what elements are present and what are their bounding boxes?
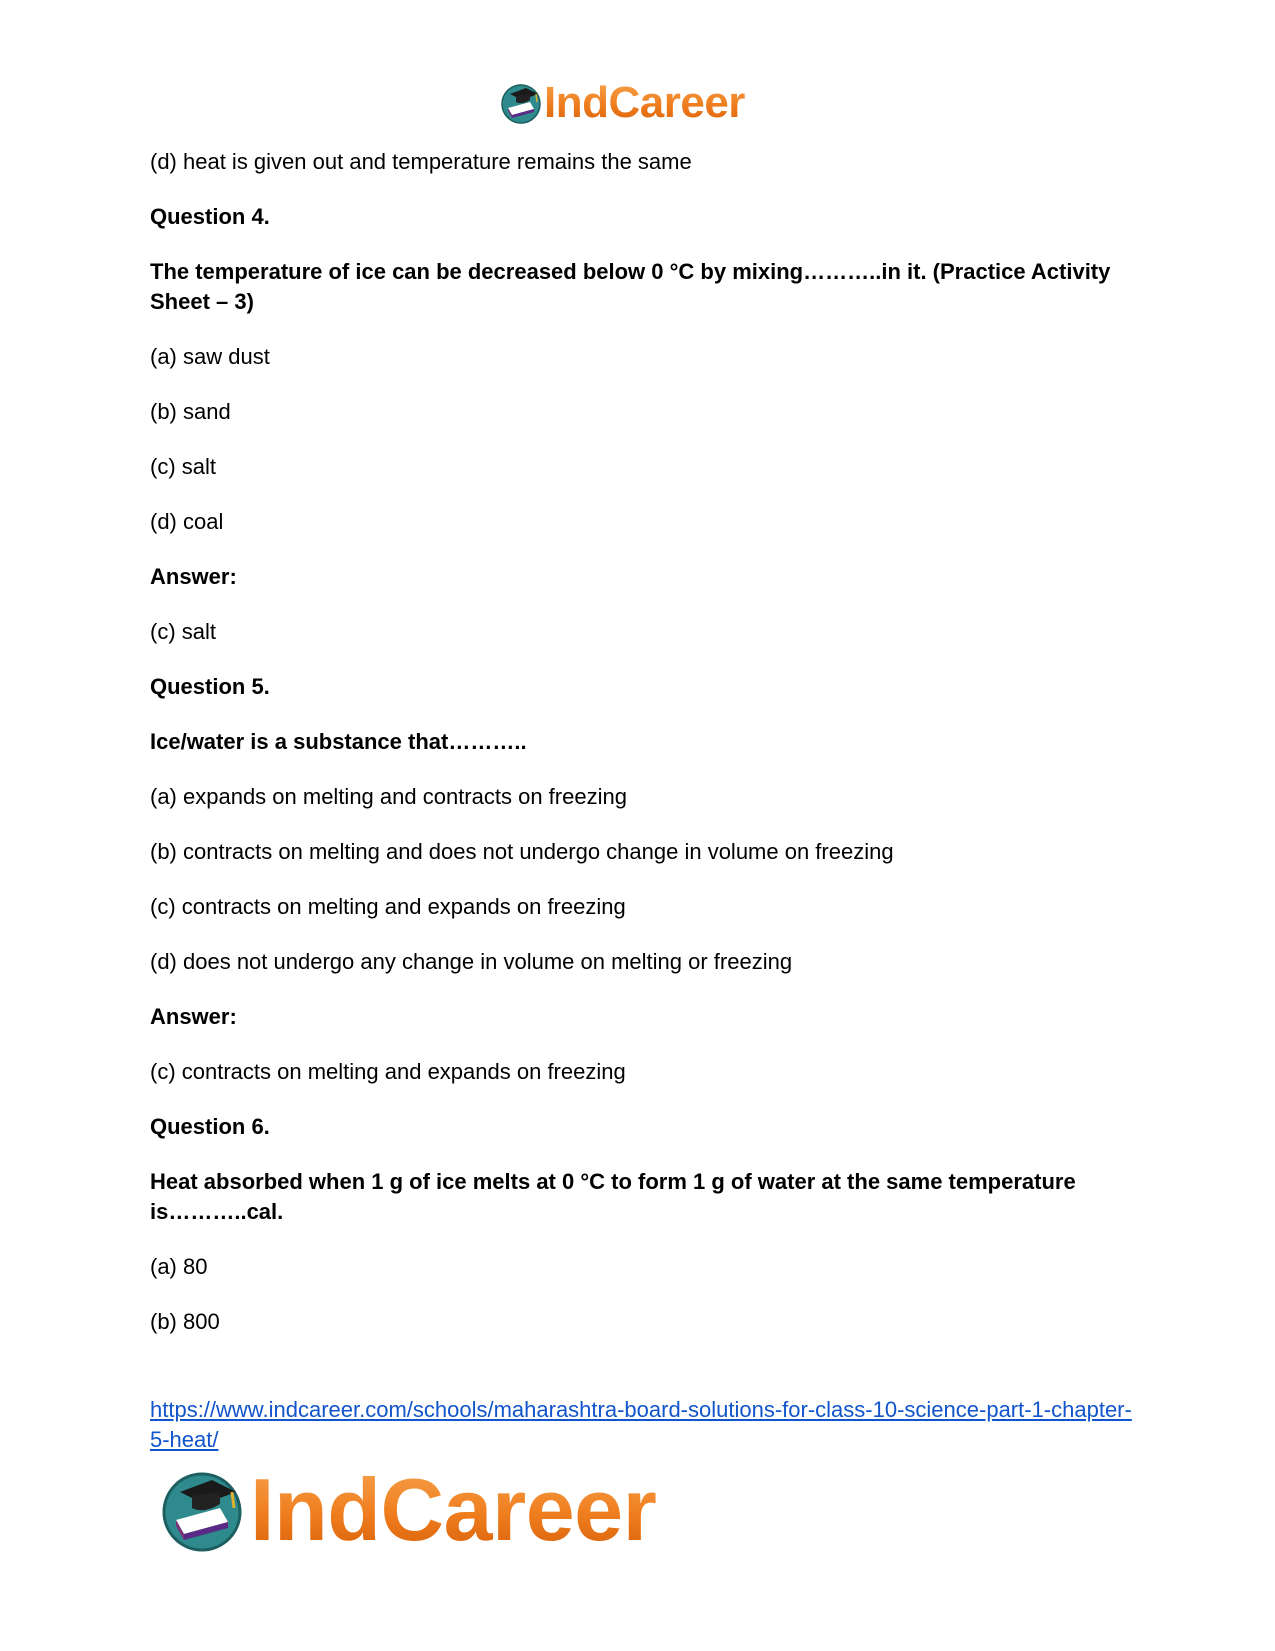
header-logo-text: IndCareer: [544, 78, 745, 127]
document-body: [150, 147, 1140, 1362]
answer-option-line: (c) contracts on melting and expands on freezing: [150, 1059, 626, 1084]
answer-option-line: (d) heat is given out and temperature remains the same: [150, 149, 692, 174]
answer-option-line: (c) salt: [150, 454, 216, 479]
question-text-line: The temperature of ice can be decreased below 0 °C by mixing………..in it. (Practice Activity Sheet – 3): [150, 259, 1111, 314]
answer-option-line: (c) salt: [150, 619, 216, 644]
answer-option-line: (c) contracts on melting and expands on freezing: [150, 894, 626, 919]
graduation-book-icon: [500, 82, 542, 124]
question-text-line: Ice/water is a substance that………..: [150, 729, 527, 754]
question-text-line: Question 4.: [150, 204, 270, 229]
answer-option-line: (d) does not undergo any change in volume on melting or freezing: [150, 949, 793, 974]
header-logo: [500, 78, 745, 128]
question-text-line: Heat absorbed when 1 g of ice melts at 0 °C to form 1 g of water at the same temperature is………..cal.: [150, 1169, 1076, 1224]
question-text-line: Question 5.: [150, 674, 270, 699]
answer-option-line: (a) saw dust: [150, 344, 270, 369]
graduation-book-icon: [160, 1468, 244, 1552]
answer-option-line: (b) contracts on melting and does not undergo change in volume on freezing: [150, 839, 894, 864]
source-url-link[interactable]: https://www.indcareer.com/schools/maharashtra-board-solutions-for-class-10-science-part-1-chapter-5-heat/: [150, 1397, 1132, 1452]
answer-option-line: (b) 800: [150, 1309, 220, 1334]
question-text-line: Answer:: [150, 1004, 237, 1029]
answer-option-line: (a) expands on melting and contracts on freezing: [150, 784, 627, 809]
question-text-line: Question 6.: [150, 1114, 270, 1139]
question-text-line: Answer:: [150, 564, 237, 589]
answer-option-line: (d) coal: [150, 509, 224, 534]
footer-logo-text: IndCareer: [250, 1460, 657, 1559]
answer-option-line: (a) 80: [150, 1254, 208, 1279]
answer-option-line: (b) sand: [150, 399, 231, 424]
source-link-block: [150, 1395, 1140, 1455]
footer-logo: [160, 1462, 656, 1558]
